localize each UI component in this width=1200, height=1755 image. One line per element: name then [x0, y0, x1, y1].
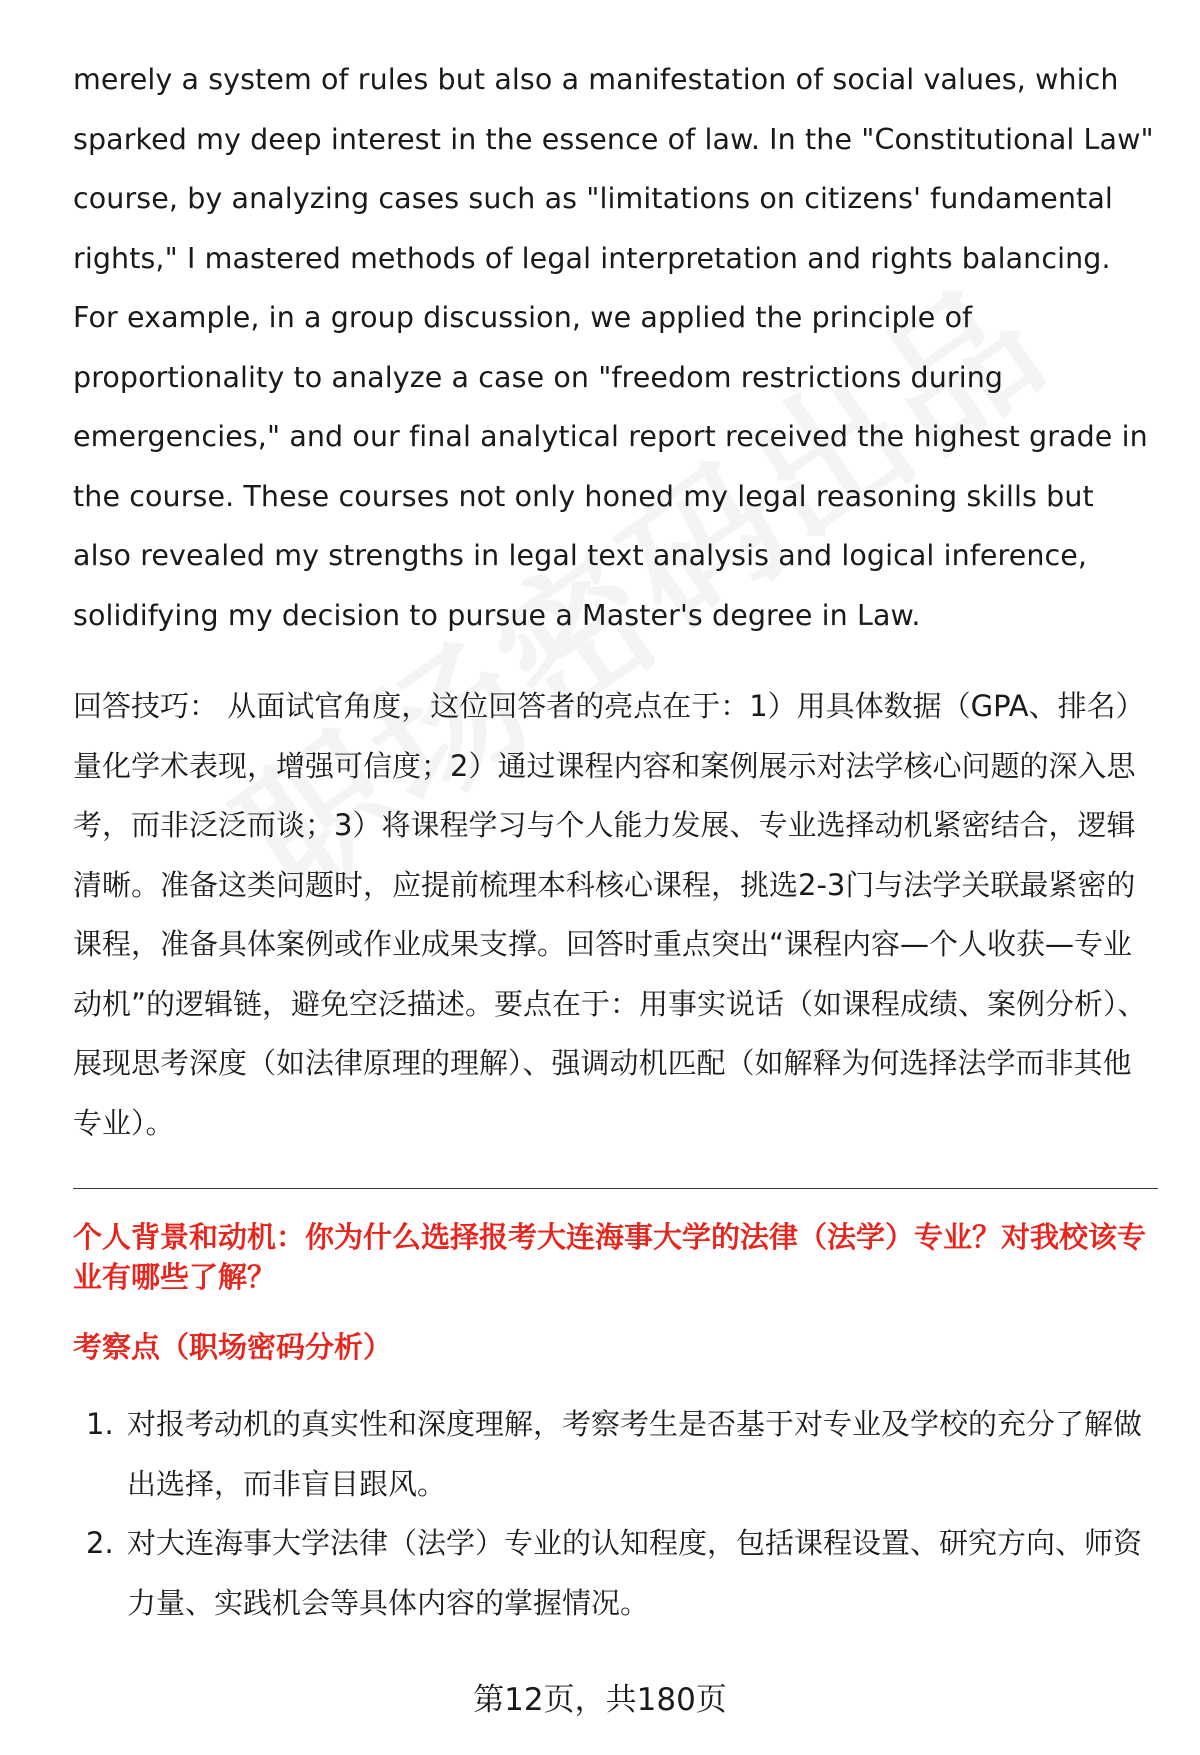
question-heading: 个人背景和动机：你为什么选择报考大连海事大学的法律（法学）专业？对我校该专业有哪些了解？: [73, 1220, 1147, 1294]
intro-paragraph: merely a system of rules but also a manifestation of social values, which sparked my deep interest in the essence of law. In the "Constitutional Law" course, by analyzing cases such as "limitations on citizens' fundamental rights," I mastered methods of legal interpretation and rights balancing. For example, in a group discussion, we applied the principle of proportionality to analyze a case on "freedom restrictions during emergencies," and our final analytical report received the highest grade in the course. These courses not only honed my legal reasoning skills but also revealed my strengths in legal text analysis and logical inference, solidifying my decision to pursue a Master's degree in Law.: [73, 63, 1154, 632]
list-item-number: 1.: [86, 1407, 114, 1441]
list-item: [73, 1395, 1158, 1514]
tips-paragraph: 回答技巧： 从面试官角度，这位回答者的亮点在于：1）用具体数据（GPA、排名）量化学术表现，增强可信度；2）通过课程内容和案例展示对法学核心问题的深入思考，而非泛泛而谈；3）将课程学习与个人能力发展、专业选择动机紧密结合，逻辑清晰。准备这类问题时，应提前梳理本科核心课程，挑选2-3门与法学关联最紧密的课程，准备具体案例或作业成果支撑。回答时重点突出“课程内容—个人收获—专业动机”的逻辑链，避免空泛描述。要点在于：用事实说话（如课程成绩、案例分析）、展现思考深度（如法律原理的理解）、强调动机匹配（如解释为何选择法学而非其他专业）。: [73, 689, 1147, 1140]
list-item-number: 2.: [86, 1526, 114, 1560]
assessment-points-heading: 考察点（职场密码分析）: [73, 1330, 393, 1364]
list-item-text: 对报考动机的真实性和深度理解，考察考生是否基于对专业及学校的充分了解做出选择，而非盲目跟风。: [127, 1407, 1143, 1501]
document-page: [73, 50, 1158, 1633]
list-item: [73, 1514, 1158, 1633]
list-item-text: 对大连海事大学法律（法学）专业的认知程度，包括课程设置、研究方向、师资力量、实践机会等具体内容的掌握情况。: [127, 1526, 1143, 1620]
assessment-points-list: [73, 1395, 1158, 1633]
section-divider: [73, 1188, 1158, 1189]
page-number-footer: 第12页，共180页: [473, 1682, 727, 1718]
